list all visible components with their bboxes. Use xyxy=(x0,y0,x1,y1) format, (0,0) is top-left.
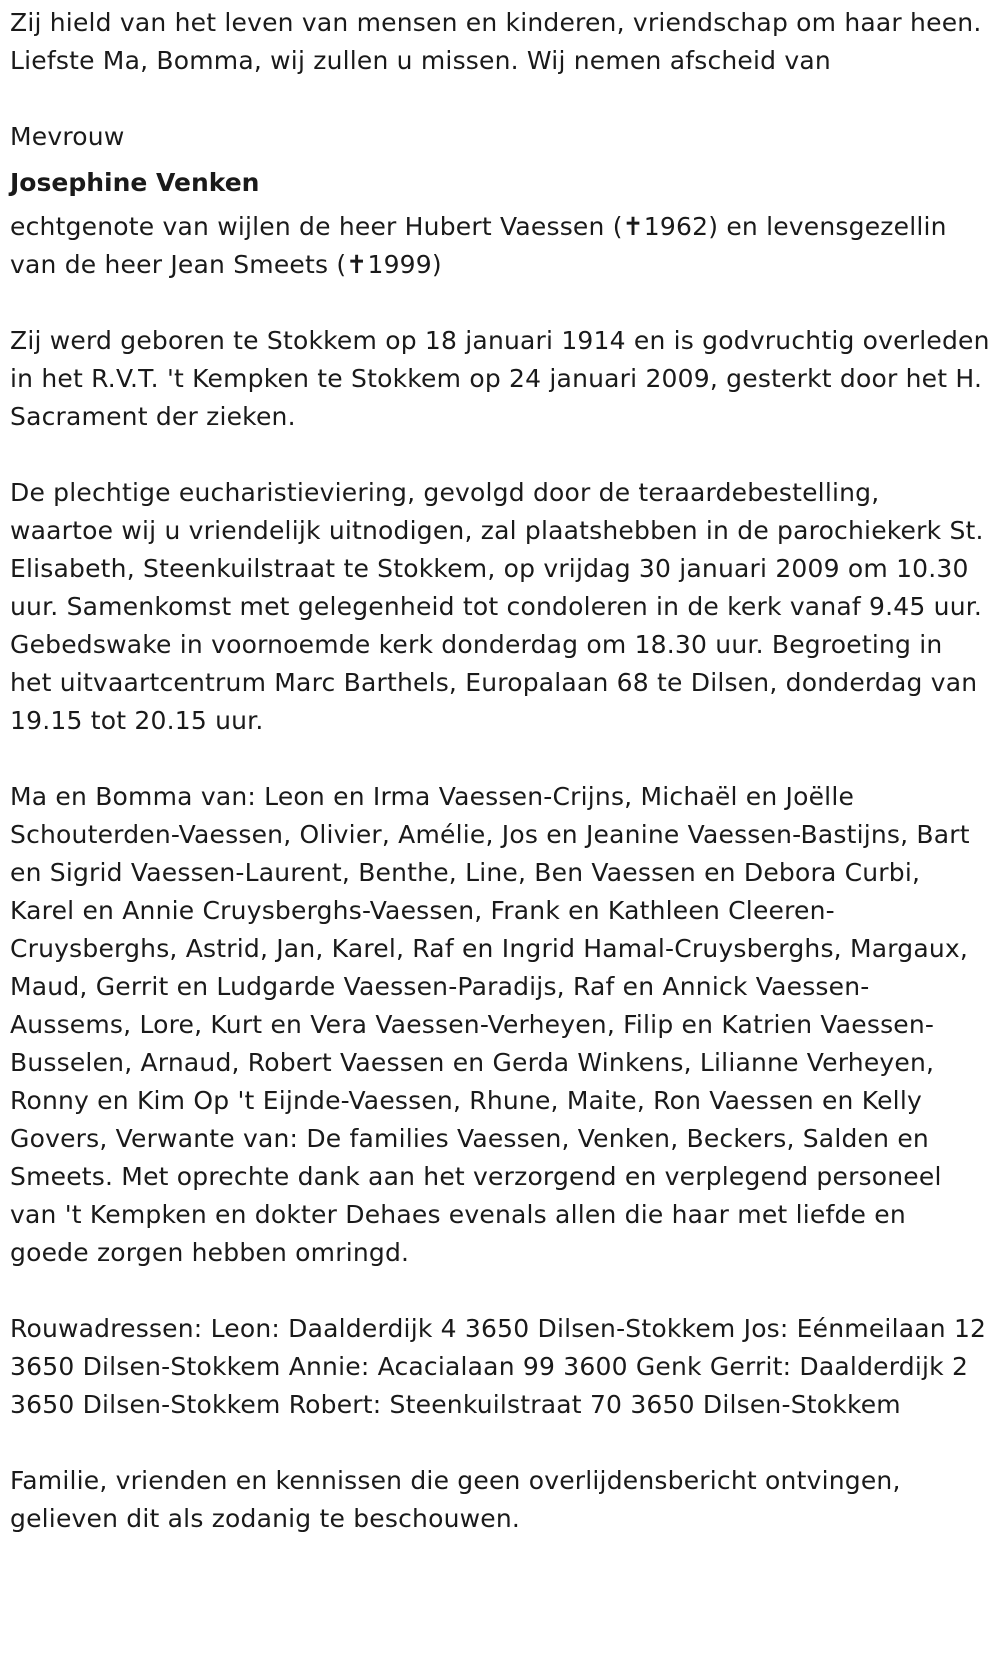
spouse-paragraph: echtgenote van wijlen de heer Hubert Vaessen (✝1962) en levensgezellin van de heer Jean Smeets (✝1999) xyxy=(10,212,947,279)
deceased-name: Josephine Venken xyxy=(10,168,260,197)
ceremony-paragraph: De plechtige eucharistieviering, gevolgd door de teraardebestelling, waartoe wij u vriendelijk uitnodigen, zal plaatshebben in de parochiekerk St. Elisabeth, Steenkuilstraat te Stokkem, op vrijdag 30 januari 2009 om 10.30 uur. Samenkomst met gelegenheid tot condoleren in de kerk vanaf 9.45 uur. Gebedswake in voornoemde kerk donderdag om 18.30 uur. Begroeting in het uitvaartcentrum Marc Barthels, Europalaan 68 te Dilsen, donderdag van 19.15 tot 20.15 uur. xyxy=(10,478,984,735)
closing-paragraph: Familie, vrienden en kennissen die geen overlijdensbericht ontvingen, gelieven dit als zodanig te beschouwen. xyxy=(10,1466,901,1533)
family-paragraph: Ma en Bomma van: Leon en Irma Vaessen-Crijns, Michaël en Joëlle Schouterden-Vaessen, Olivier, Amélie, Jos en Jeanine Vaessen-Bastijns, Bart en Sigrid Vaessen-Laurent, Benthe, Line, Ben Vaessen en Debora Curbi, Karel en Annie Cruysberghs-Vaessen, Frank en Kathleen Cleeren-Cruysberghs, Astrid, Jan, Karel, Raf en Ingrid Hamal-Cruysberghs, Margaux, Maud, Gerrit en Ludgarde Vaessen-Paradijs, Raf en Annick Vaessen-Aussems, Lore, Kurt en Vera Vaessen-Verheyen, Filip en Katrien Vaessen-Busselen, Arnaud, Robert Vaessen en Gerda Winkens, Lilianne Verheyen, Ronny en Kim Op 't Eijnde-Vaessen, Rhune, Maite, Ron Vaessen en Kelly Govers, Verwante van: De families Vaessen, Venken, Beckers, Salden en Smeets. Met oprechte dank aan het verzorgend en verplegend personeel van 't Kempken en dokter Dehaes evenals allen die haar met liefde en goede zorgen hebben omringd. xyxy=(10,782,970,1267)
salutation: Mevrouw xyxy=(10,122,125,151)
intro-paragraph: Zij hield van het leven van mensen en kinderen, vriendschap om haar heen. Liefste Ma, Bomma, wij zullen u missen. Wij nemen afscheid van xyxy=(10,8,982,75)
addresses-paragraph: Rouwadressen: Leon: Daalderdijk 4 3650 Dilsen-Stokkem Jos: Eénmeilaan 12 3650 Dilsen-Stokkem Annie: Acacialaan 99 3600 Genk Gerrit: Daalderdijk 2 3650 Dilsen-Stokkem Robert: Steenkuilstraat 70 3650 Dilsen-Stokkem xyxy=(10,1314,987,1419)
birth-death-paragraph: Zij werd geboren te Stokkem op 18 januari 1914 en is godvruchtig overleden in het R.V.T. 't Kempken te Stokkem op 24 januari 2009, gesterkt door het H. Sacrament der zieken. xyxy=(10,326,990,431)
